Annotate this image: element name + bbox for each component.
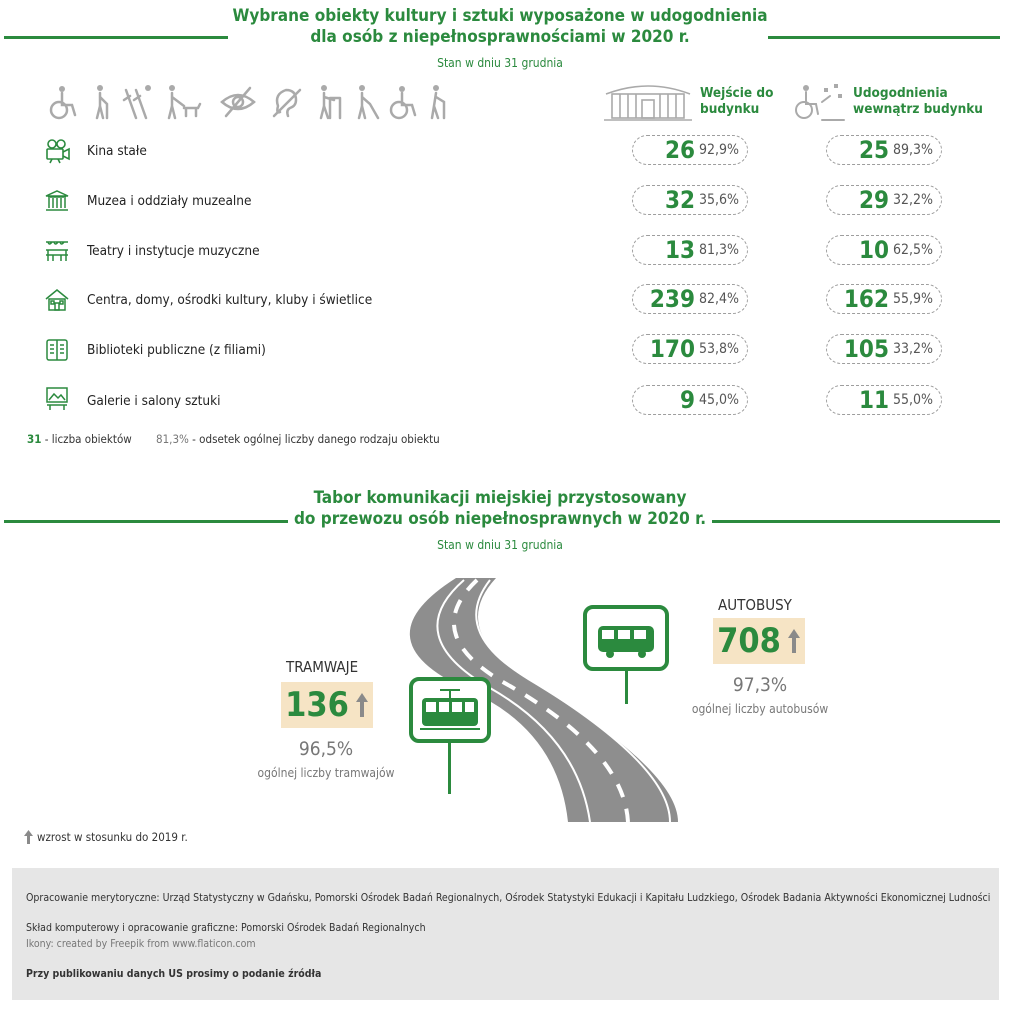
book-icon (44, 337, 70, 363)
col-inside-header (853, 85, 1003, 117)
buses-value-box (713, 618, 805, 664)
wheelchair-assisted-icon (391, 86, 415, 118)
section1-title-line1: Wybrane obiekty kultury i sztuki wyposażone w udogodnienia (232, 6, 768, 26)
row-label: Teatry i instytucje muzyczne (87, 243, 260, 259)
entrance-pct: 53,8% (698, 341, 739, 357)
legend-pct (156, 432, 440, 446)
tram-stop-sign (408, 676, 492, 794)
footer-line2: Skład komputerowy i opracowanie graficzne: Pomorski Ośrodek Badań Regionalnych (26, 922, 426, 934)
film-camera-icon (44, 138, 70, 164)
entrance-count: 26 (664, 136, 695, 164)
section2-title-line2: do przewozu osób niepełnosprawnych w 2020 r. (293, 509, 707, 529)
col-inside-header-line2: wewnątrz budynku (853, 101, 983, 117)
inside-count: 10 (858, 236, 889, 264)
buses-note: ogólnej liczby autobusów (691, 702, 829, 716)
inside-pill (826, 135, 942, 165)
guide-dog-icon (169, 85, 200, 118)
arrow-legend (24, 830, 188, 844)
inside-count: 162 (843, 285, 889, 313)
theater-stage-icon (44, 238, 70, 264)
inside-pct: 89,3% (892, 142, 933, 158)
inside-amenities-icon (794, 82, 846, 122)
white-cane-icon (359, 85, 378, 118)
inside-count: 25 (858, 136, 889, 164)
entrance-pill (632, 235, 748, 265)
row-label: Galerie i salony sztuki (87, 393, 221, 409)
up-arrow-icon (24, 830, 33, 844)
building-entrance-icon (602, 80, 694, 122)
col-inside-header-line1: Udogodnienia (853, 85, 948, 101)
deaf-ear-icon (274, 90, 300, 116)
section1-title-line2: dla osób z niepełnosprawnościami w 2020 r. (310, 27, 690, 47)
footer-line1: Opracowanie merytoryczne: Urząd Statystyczny w Gdańsku, Pomorski Ośrodek Badań Regionalnych, Ośrodek Statystyki Edukacji i Kapitału Ludzkiego, Ośrodek Badania Aktywności Ekonomicznej Ludności (26, 892, 991, 904)
entrance-pct: 82,4% (698, 291, 739, 307)
col-entrance-header (700, 85, 790, 117)
entrance-pct: 81,3% (698, 242, 739, 258)
inside-pill (826, 385, 942, 415)
footer-line4: Przy publikowaniu danych US prosimy o podanie źródła (26, 968, 322, 980)
legend-pct-sample: 81,3% (156, 432, 189, 446)
footer (12, 868, 999, 1000)
legend-count-sample: 31 (27, 432, 42, 446)
trams-pct: 96,5% (298, 738, 354, 760)
inside-count: 29 (858, 186, 889, 214)
col-entrance-header-line2: budynku (700, 101, 760, 117)
inside-pct: 55,0% (892, 392, 933, 408)
row-label: Kina stałe (87, 143, 147, 159)
disability-icons-strip (44, 84, 452, 122)
crutches-icon (124, 85, 151, 118)
entrance-pct: 92,9% (698, 142, 739, 158)
inside-pill (826, 284, 942, 314)
walker-icon (321, 85, 340, 118)
entrance-count: 9 (679, 386, 695, 414)
legend-count (27, 432, 132, 446)
museum-icon (44, 188, 70, 214)
arrow-legend-text: wzrost w stosunku do 2019 r. (37, 830, 188, 844)
trams-note: ogólnej liczby tramwajów (257, 766, 395, 780)
inside-pct: 62,5% (892, 242, 933, 258)
legend-count-text: - liczba obiektów (41, 432, 132, 446)
inside-pct: 55,9% (892, 291, 933, 307)
section2-title-line1: Tabor komunikacji miejskiej przystosowany (313, 488, 687, 508)
section2-title (250, 488, 750, 530)
inside-pct: 33,2% (892, 341, 933, 357)
section1-title (200, 6, 800, 48)
inside-pill (826, 185, 942, 215)
entrance-pct: 35,6% (698, 192, 739, 208)
entrance-count: 13 (664, 236, 695, 264)
up-arrow-icon (787, 628, 801, 654)
wheelchair-icon (51, 86, 75, 118)
section1-subtitle: Stan w dniu 31 grudnia (437, 56, 563, 70)
section2-subtitle: Stan w dniu 31 grudnia (437, 538, 563, 552)
inside-pct: 32,2% (892, 192, 933, 208)
legend-pct-text: - odsetek ogólnej liczby danego rodzaju obiektu (188, 432, 440, 446)
footer-line3: Ikony: created by Freepik from www.flaticon.com (26, 938, 256, 950)
culture-house-icon (44, 287, 70, 313)
entrance-count: 170 (649, 335, 695, 363)
elderly-person-icon (432, 85, 444, 118)
trams-value: 136 (285, 685, 349, 725)
entrance-pill (632, 334, 748, 364)
entrance-pill (632, 385, 748, 415)
entrance-count: 239 (649, 285, 695, 313)
trams-value-box (281, 682, 373, 728)
entrance-pill (632, 284, 748, 314)
blind-eye-icon (222, 88, 254, 116)
gallery-easel-icon (44, 385, 70, 411)
section2-rule-left (4, 520, 288, 523)
col-entrance-header-line1: Wejście do (700, 85, 774, 101)
entrance-pct: 45,0% (698, 392, 739, 408)
trams-label: TRAMWAJE (286, 658, 359, 676)
entrance-count: 32 (664, 186, 695, 214)
bus-stop-sign (582, 604, 670, 704)
title-rule-left (4, 36, 228, 39)
inside-count: 11 (858, 386, 889, 414)
row-label: Centra, domy, ośrodki kultury, kluby i świetlice (87, 292, 373, 308)
buses-label: AUTOBUSY (718, 596, 792, 614)
buses-pct: 97,3% (732, 674, 788, 696)
buses-value: 708 (717, 621, 781, 661)
up-arrow-icon (355, 692, 369, 718)
title-rule-right (768, 36, 1000, 39)
cane-person-icon (97, 85, 107, 118)
entrance-pill (632, 135, 748, 165)
inside-pill (826, 235, 942, 265)
inside-count: 105 (843, 335, 889, 363)
entrance-pill (632, 185, 748, 215)
row-label: Biblioteki publiczne (z filiami) (87, 342, 266, 358)
row-label: Muzea i oddziały muzealne (87, 193, 252, 209)
inside-pill (826, 334, 942, 364)
section2-rule-right (712, 520, 1000, 523)
